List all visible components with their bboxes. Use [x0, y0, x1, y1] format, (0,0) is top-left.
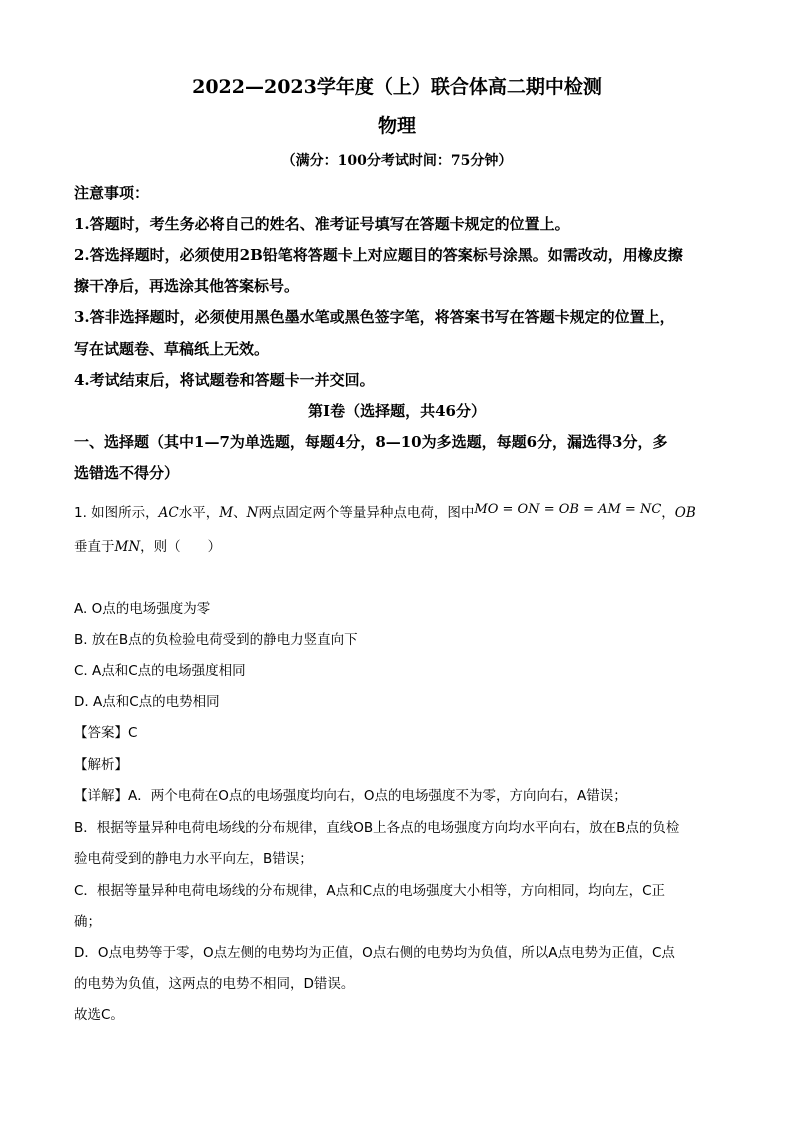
stem-text: 两点固定两个等量异种点电荷，图中 [258, 505, 475, 521]
stem-var-m: M [219, 505, 234, 521]
stem-text: 、 [233, 505, 247, 521]
detail-d-line-2: 的电势为负值，这两点的电势不相同，D错误。 [74, 976, 355, 992]
detail-c-line-1: C．根据等量异种电荷电场线的分布规律，A点和C点的电场强度大小相等，方向相同，均向左，C正 [74, 883, 666, 899]
notice-line-4: 3.答非选择题时，必须使用黑色墨水笔或黑色签字笔，将答案书写在答题卡规定的位置上， [74, 308, 675, 326]
stem-text: 垂直于 [74, 539, 115, 555]
stem-var-n: N [246, 505, 259, 521]
option-d: D. A点和C点的电势相同 [74, 694, 220, 710]
stem-text: ， [661, 505, 675, 521]
option-a: A. O点的电场强度为零 [74, 601, 211, 617]
option-b: B. 放在B点的负检验电荷受到的静电力竖直向下 [74, 632, 358, 648]
analysis-tag: 【解析】 [74, 757, 128, 773]
notice-line-1: 1.答题时，考生务必将自己的姓名、准考证号填写在答题卡规定的位置上。 [74, 215, 570, 233]
notice-line-5: 写在试题卷、草稿纸上无效。 [74, 340, 270, 358]
notice-line-6: 4.考试结束后，将试题卷和答题卡一并交回。 [74, 371, 375, 389]
question-1-stem-line-1 [74, 501, 696, 521]
stem-text: 1. 如图所示， [74, 505, 159, 521]
exam-subject: 物理 [377, 115, 416, 137]
detail-d-line-1: D．O点电势等于零，O点左侧的电势均为正值，O点右侧的电势均为负值，所以A点电势为正值，C点 [74, 945, 675, 961]
stem-var-ac: AC [158, 505, 179, 521]
exam-title: 2022—2023学年度（上）联合体高二期中检测 [192, 76, 602, 98]
notice-line-2: 2.答选择题时，必须使用2B铅笔将答题卡上对应题目的答案标号涂黑。如需改动，用橡皮擦 [74, 246, 683, 264]
stem-equation: MO = ON = OB = AM = NC [474, 502, 662, 517]
detail-b-line-2: 验电荷受到的静电力水平向左，B错误； [74, 851, 313, 867]
exam-meta: （满分：100分考试时间：75分钟） [281, 153, 513, 169]
stem-var-mn: MN [114, 539, 141, 555]
stem-text: ，则（ ） [140, 539, 222, 555]
detail-b-line-1: B．根据等量异种电荷电场线的分布规律，直线OB上各点的电场强度方向均水平向右，放在B点的负检 [74, 820, 680, 836]
notice-line-3: 擦干净后，再选涂其他答案标号。 [74, 277, 300, 295]
section-intro-line-2: 选错选不得分） [74, 464, 180, 482]
answer-line [74, 721, 137, 741]
section-heading: 第I卷（选择题，共46分） [308, 402, 486, 420]
stem-var-ob: OB [674, 505, 696, 521]
detail-tag: 【详解】 [74, 788, 128, 804]
notice-heading: 注意事项： [74, 184, 150, 202]
stem-text: 水平， [178, 505, 220, 521]
question-1-stem-line-2 [74, 535, 221, 555]
section-intro-line-1: 一、选择题（其中1—7为单选题，每题4分，8—10为多选题，每题6分，漏选得3分，多 [74, 433, 668, 451]
detail-a-text: A．两个电荷在O点的电场强度均向右，O点的电场强度不为零，方向向右，A错误； [128, 788, 627, 804]
answer-value: C [128, 725, 138, 741]
detail-a [74, 784, 627, 804]
conclusion: 故选C。 [74, 1007, 124, 1023]
option-c: C. A点和C点的电场强度相同 [74, 663, 246, 679]
detail-c-line-2: 确； [74, 914, 101, 930]
answer-tag: 【答案】 [74, 725, 128, 741]
